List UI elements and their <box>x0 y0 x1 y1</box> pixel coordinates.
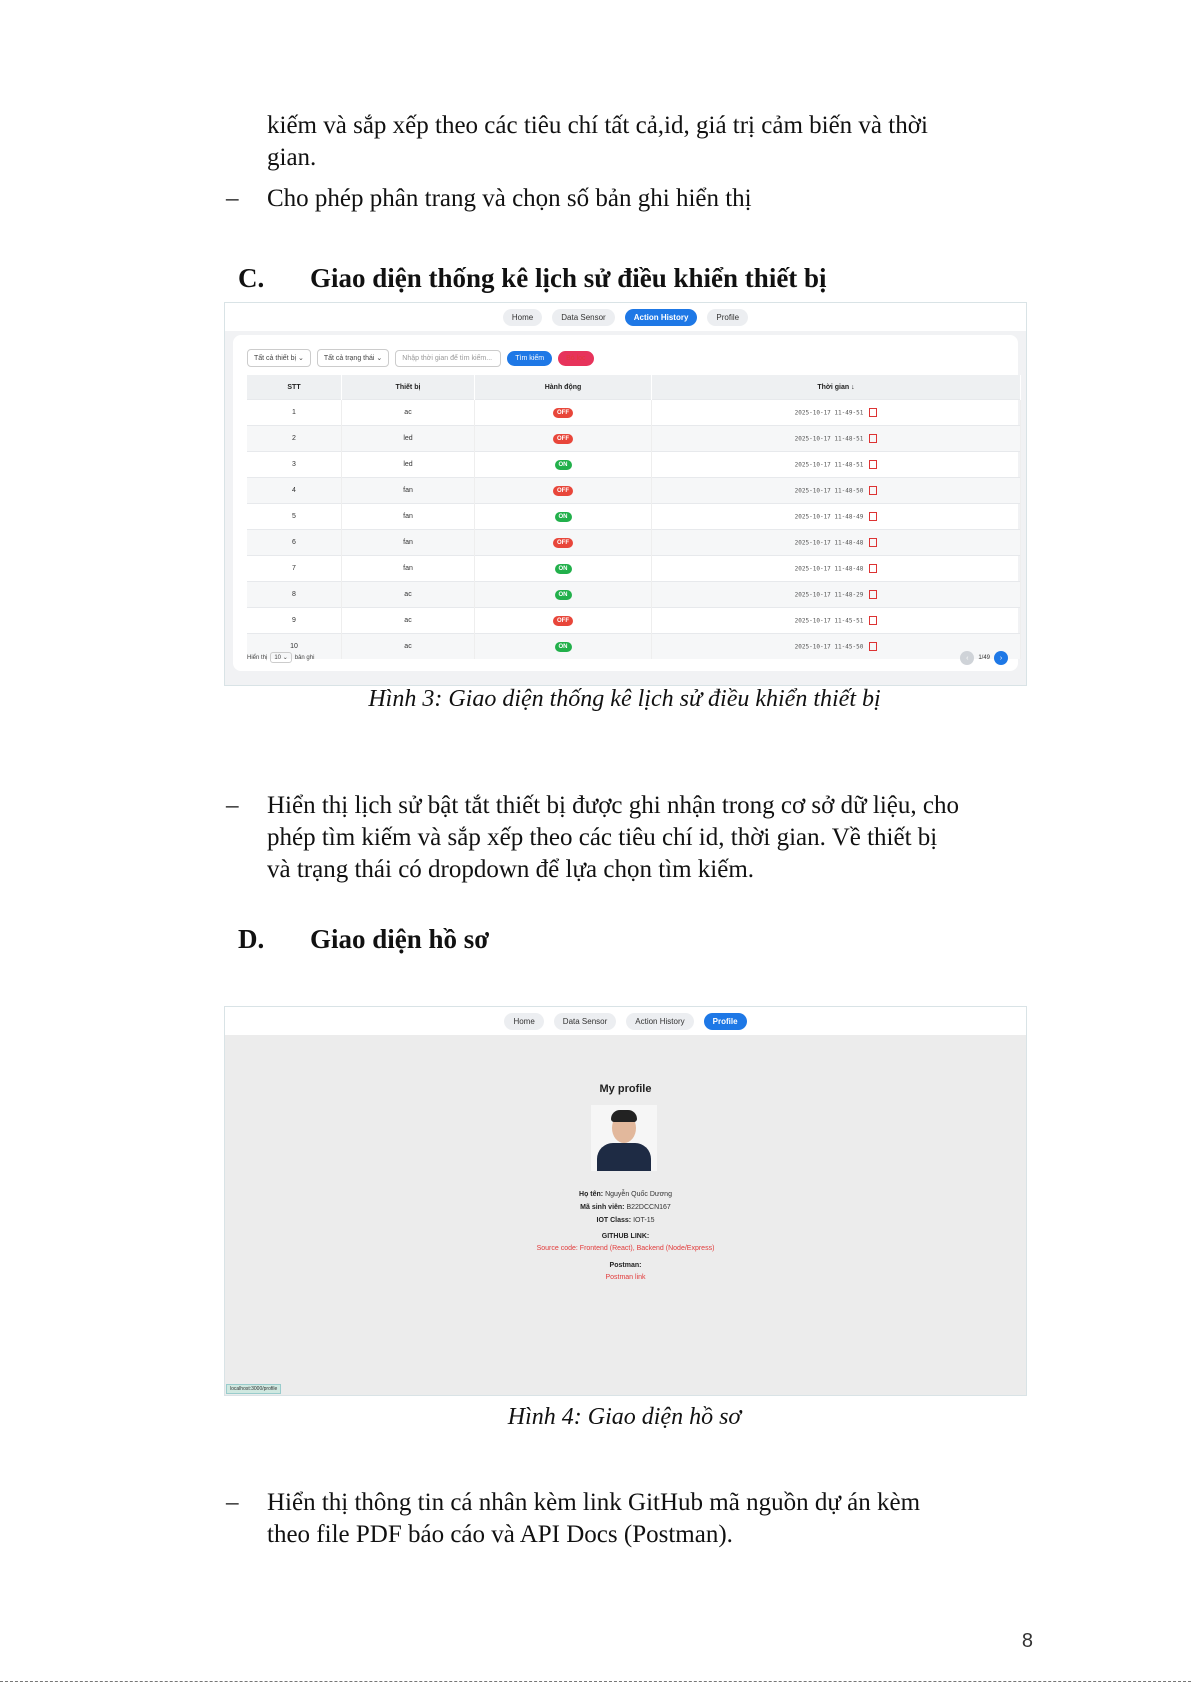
cell-device <box>342 478 475 504</box>
cell-device-value: fan <box>403 513 413 520</box>
chevron-down-icon: ⌄ <box>282 655 288 661</box>
cell-action <box>475 608 652 634</box>
cell-device <box>342 634 475 660</box>
cell-action-value: ON <box>555 564 572 574</box>
header-stt[interactable]: STT <box>247 375 342 400</box>
nav-action-history[interactable]: Action History <box>625 309 698 326</box>
chevron-down-icon: ⌄ <box>297 355 304 362</box>
postman-label: Postman: <box>609 1262 642 1269</box>
cell-time <box>652 452 1021 478</box>
cell-device <box>342 582 475 608</box>
calendar-icon <box>869 642 877 651</box>
cell-action-value: OFF <box>553 616 573 626</box>
header-action[interactable]: Hành động <box>475 375 652 400</box>
nav-action-history[interactable]: Action History <box>626 1013 693 1030</box>
bottom-divider <box>0 1681 1191 1682</box>
section-d-heading <box>238 924 489 955</box>
device-filter-value: Tất cả thiết bị <box>254 355 297 362</box>
history-card <box>233 335 1018 671</box>
cell-action-value: ON <box>555 512 572 522</box>
clear-filter-button[interactable]: Bỏ lọc <box>558 351 593 366</box>
nav-bar <box>225 1007 1026 1035</box>
github-label: GITHUB LINK: <box>601 1233 650 1240</box>
nav-home[interactable]: Home <box>503 309 542 326</box>
cell-stt-value: 9 <box>292 617 296 624</box>
cell-stt <box>247 504 342 530</box>
figure-3-caption: Hình 3: Giao diện thống kê lịch sử điều khiển thiết bị <box>368 686 881 712</box>
history-table <box>247 375 1021 659</box>
table-row <box>247 556 1021 582</box>
table-row <box>247 582 1021 608</box>
table-row <box>247 478 1021 504</box>
cell-stt <box>247 400 342 426</box>
name-line <box>225 1191 1026 1198</box>
cell-action <box>475 530 652 556</box>
cell-stt-value: 10 <box>290 643 298 650</box>
table-row <box>247 608 1021 634</box>
calendar-icon <box>869 408 877 417</box>
cell-stt-value: 1 <box>292 409 296 416</box>
cell-time <box>652 400 1021 426</box>
calendar-icon <box>869 486 877 495</box>
bullet-dash: – <box>226 1489 239 1516</box>
cell-device-value: led <box>403 435 413 442</box>
cell-device-value: fan <box>403 487 413 494</box>
class-value: IOT-15 <box>633 1217 655 1224</box>
class-label: IOT Class: <box>596 1217 632 1224</box>
chevron-down-icon: ⌄ <box>376 355 383 362</box>
cell-stt <box>247 426 342 452</box>
section-d-title: Giao diện hồ sơ <box>310 924 490 954</box>
cell-action <box>475 504 652 530</box>
cell-stt <box>247 608 342 634</box>
cell-action <box>475 634 652 660</box>
cell-time-value: 2025-10-17 11-45-51 <box>794 617 864 625</box>
nav-bar <box>225 303 1026 331</box>
cell-time <box>652 608 1021 634</box>
cell-stt-value: 3 <box>292 461 296 468</box>
cell-action-value: OFF <box>553 434 573 444</box>
figure-4-caption: Hình 4: Giao diện hồ sơ <box>507 1404 742 1430</box>
github-link[interactable]: Source code: Frontend (React), Backend (Node/Express) <box>536 1245 715 1252</box>
cell-action <box>475 400 652 426</box>
calendar-icon <box>869 616 877 625</box>
postman-link[interactable]: Postman link <box>605 1274 646 1281</box>
cell-time-value: 2025-10-17 11-48-51 <box>794 461 864 469</box>
para2-line-1: Hiển thị lịch sử bật tắt thiết bị được ghi nhận trong cơ sở dữ liệu, cho <box>267 792 959 819</box>
status-filter-select[interactable] <box>317 349 389 367</box>
cell-action <box>475 582 652 608</box>
cell-device <box>342 426 475 452</box>
calendar-icon <box>869 538 877 547</box>
page-size-control <box>247 652 314 663</box>
cell-time <box>652 530 1021 556</box>
cell-time-value: 2025-10-17 11-48-50 <box>794 487 864 495</box>
device-filter-select[interactable] <box>247 349 311 367</box>
cell-stt <box>247 452 342 478</box>
cell-action <box>475 556 652 582</box>
next-page-button[interactable]: › <box>994 651 1008 665</box>
para2-line-3: và trạng thái có dropdown để lựa chọn tìm kiếm. <box>267 856 755 883</box>
cell-stt-value: 8 <box>292 591 296 598</box>
intro-line-2: gian. <box>267 144 317 171</box>
cell-device-value: ac <box>404 643 412 650</box>
show-label: Hiển thị <box>247 654 268 661</box>
header-time[interactable]: Thời gian ↓ <box>652 375 1021 400</box>
para3-line-1: Hiển thị thông tin cá nhân kèm link GitHub mã nguồn dự án kèm <box>267 1489 921 1516</box>
cell-device <box>342 556 475 582</box>
calendar-icon <box>869 460 877 469</box>
table-row <box>247 426 1021 452</box>
profile-title: My profile <box>599 1083 652 1095</box>
cell-action-value: ON <box>555 590 572 600</box>
para2-line-2: phép tìm kiếm và sắp xếp theo các tiêu chí id, thời gian. Về thiết bị <box>267 824 938 851</box>
cell-stt <box>247 556 342 582</box>
cell-action <box>475 478 652 504</box>
profile-panel <box>225 1035 1026 1395</box>
cell-time <box>652 504 1021 530</box>
cell-time-value: 2025-10-17 11-48-48 <box>794 539 864 547</box>
class-line <box>225 1217 1026 1224</box>
cell-time-value: 2025-10-17 11-49-51 <box>794 409 864 417</box>
cell-device-value: fan <box>403 539 413 546</box>
cell-action-value: OFF <box>553 486 573 496</box>
section-c-title: Giao diện thống kê lịch sử điều khiển thiết bị <box>310 263 827 293</box>
cell-stt-value: 2 <box>292 435 296 442</box>
table-body <box>247 400 1021 660</box>
pagination <box>960 651 1008 665</box>
bullet-dash: – <box>226 185 239 212</box>
table-row <box>247 530 1021 556</box>
intro-line-1: kiếm và sắp xếp theo các tiêu chí tất cả,id, giá trị cảm biến và thời <box>267 112 928 139</box>
cell-action-value: ON <box>555 642 572 652</box>
name-value: Nguyễn Quốc Dương <box>605 1191 672 1198</box>
cell-action-value: ON <box>555 460 572 470</box>
cell-stt-value: 6 <box>292 539 296 546</box>
table-row <box>247 400 1021 426</box>
cell-time-value: 2025-10-17 11-48-51 <box>794 435 864 443</box>
cell-time <box>652 582 1021 608</box>
cell-action-value: OFF <box>553 408 573 418</box>
prev-page-button[interactable]: ‹ <box>960 651 974 665</box>
calendar-icon <box>869 564 877 573</box>
page-size-value: 10 <box>274 655 282 661</box>
cell-device <box>342 400 475 426</box>
status-url-bar: localhost:3000/profile <box>226 1384 281 1394</box>
name-label: Họ tên: <box>579 1191 604 1198</box>
avatar-body <box>597 1143 651 1171</box>
cell-device <box>342 530 475 556</box>
cell-time-value: 2025-10-17 11-48-49 <box>794 513 864 521</box>
student-id-label: Mã sinh viên: <box>580 1204 625 1211</box>
cell-device-value: led <box>403 461 413 468</box>
nav-home[interactable]: Home <box>504 1013 543 1030</box>
nav-data-sensor[interactable]: Data Sensor <box>554 1013 616 1030</box>
calendar-icon <box>869 434 877 443</box>
status-filter-value: Tất cả trạng thái <box>323 355 375 362</box>
cell-stt <box>247 478 342 504</box>
cell-time-value: 2025-10-17 11-45-50 <box>794 643 864 651</box>
cell-stt <box>247 530 342 556</box>
student-id-line <box>225 1204 1026 1211</box>
filter-bar <box>247 349 594 367</box>
cell-device-value: ac <box>404 409 412 416</box>
cell-action-value: OFF <box>553 538 573 548</box>
avatar <box>591 1105 657 1171</box>
table-row <box>247 634 1021 660</box>
nav-data-sensor[interactable]: Data Sensor <box>552 309 614 326</box>
section-c-heading <box>238 263 827 294</box>
nav-profile[interactable]: Profile <box>704 1013 747 1030</box>
page-number: 8 <box>1021 1630 1033 1652</box>
cell-stt-value: 5 <box>292 513 296 520</box>
table-header-row <box>247 375 1021 400</box>
nav-profile[interactable]: Profile <box>707 309 748 326</box>
table-row <box>247 452 1021 478</box>
calendar-icon <box>869 590 877 599</box>
search-button[interactable]: Tìm kiếm <box>507 351 552 366</box>
cell-device-value: fan <box>403 565 413 572</box>
section-c-letter: C. <box>238 263 265 293</box>
cell-device-value: ac <box>404 591 412 598</box>
cell-stt <box>247 582 342 608</box>
cell-stt-value: 4 <box>292 487 296 494</box>
bullet-dash: – <box>226 792 239 819</box>
records-label: bản ghi <box>294 654 315 661</box>
profile-screenshot <box>224 1006 1027 1396</box>
cell-stt-value: 7 <box>292 565 296 572</box>
section-d-letter: D. <box>238 924 265 954</box>
cell-device <box>342 452 475 478</box>
student-id-value: B22DCCN167 <box>626 1204 671 1211</box>
cell-time <box>652 556 1021 582</box>
page-info: 1/49 <box>978 655 990 661</box>
cell-time-value: 2025-10-17 11-48-48 <box>794 565 864 573</box>
intro-bullet-text: Cho phép phân trang và chọn số bản ghi hiển thị <box>267 185 752 212</box>
time-search-input[interactable]: Nhập thời gian để tìm kiếm... <box>395 350 501 367</box>
avatar-hair <box>611 1110 637 1122</box>
calendar-icon <box>869 512 877 521</box>
action-history-screenshot <box>224 302 1027 686</box>
cell-action <box>475 452 652 478</box>
cell-device <box>342 504 475 530</box>
cell-time <box>652 478 1021 504</box>
cell-device-value: ac <box>404 617 412 624</box>
header-device[interactable]: Thiết bị <box>342 375 475 400</box>
cell-device <box>342 608 475 634</box>
cell-time <box>652 426 1021 452</box>
cell-action <box>475 426 652 452</box>
table-row <box>247 504 1021 530</box>
para3-line-2: theo file PDF báo cáo và API Docs (Postman). <box>267 1521 733 1548</box>
page-size-select[interactable] <box>270 652 291 663</box>
cell-time-value: 2025-10-17 11-48-29 <box>794 591 864 599</box>
